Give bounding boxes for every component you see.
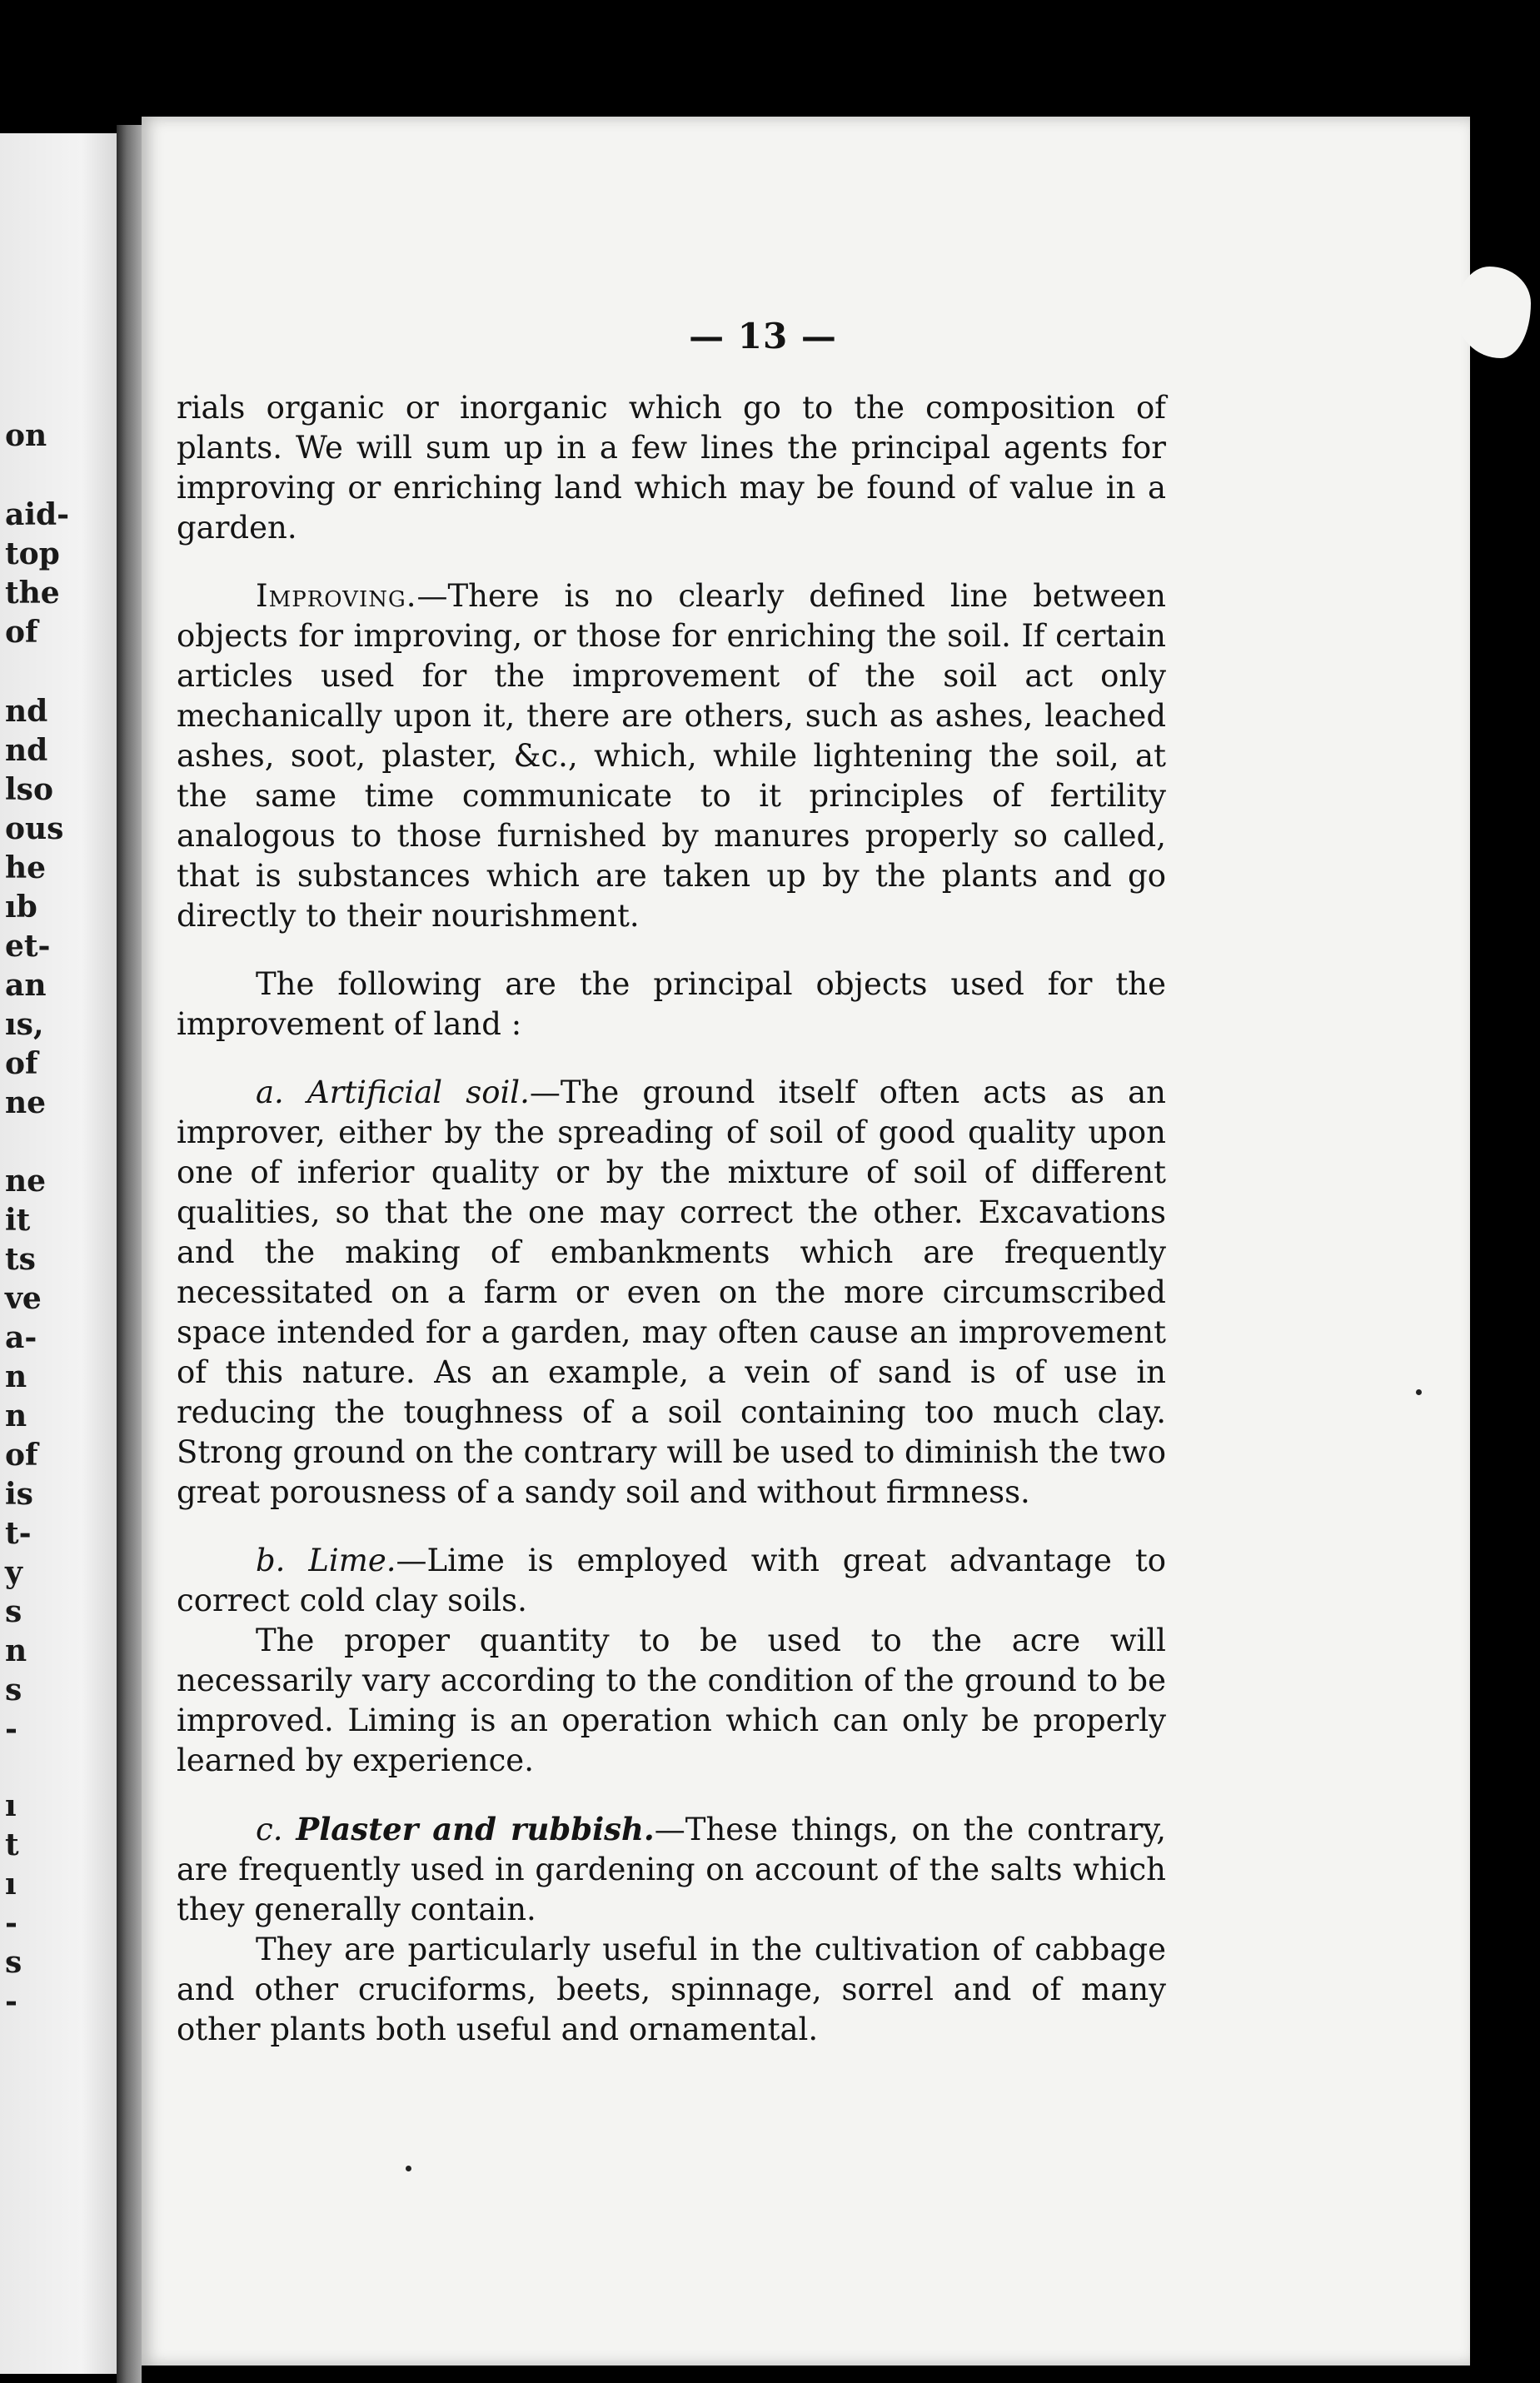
paragraph-intro: rials organic or inorganic which go to the composition of plants. We will sum up in a few lines the principal agents for improving or enriching land which may be found of value in a garden.	[177, 390, 1166, 546]
page-number: — 13 —	[689, 316, 837, 356]
paragraph-improving	[177, 576, 1166, 936]
paragraph-plaster	[177, 1809, 1166, 1930]
left-fragment: it	[5, 1203, 31, 1238]
left-fragment: of	[5, 1438, 38, 1473]
left-fragment: top	[5, 536, 60, 571]
paragraph-body: —These things, on the contrary, are frequently used in gardening on account of the salts which they generally contain.	[177, 1812, 1167, 1927]
left-fragment: is	[5, 1477, 33, 1512]
binding-gutter	[117, 125, 142, 2383]
left-fragment: s	[5, 1945, 22, 1980]
left-fragment: s	[5, 1594, 22, 1629]
left-fragment: y	[5, 1555, 22, 1590]
left-fragment: -	[5, 1984, 17, 2019]
paragraph-artificial-soil	[177, 1073, 1166, 1513]
left-fragment: ı	[5, 1788, 17, 1823]
left-fragment: the	[5, 576, 60, 611]
item-label: a.	[256, 1074, 284, 1110]
left-fragment: -	[5, 1906, 17, 1941]
left-fragment: a-	[5, 1320, 37, 1355]
ink-speck	[406, 2166, 411, 2171]
left-fragment: n	[5, 1398, 27, 1433]
left-fragment: nd	[5, 733, 48, 768]
left-fragment: ne	[5, 1164, 47, 1199]
left-fragment: ve	[5, 1281, 42, 1316]
paragraph-lime-quantity: The proper quantity to be used to the acre will necessarily vary according to the condition of the ground to be improved. Liming is an operation which can only be properly learned by experience.	[177, 1623, 1166, 1778]
left-fragment: s	[5, 1673, 22, 1707]
paragraph-plaster-uses: They are particularly useful in the cultivation of cabbage and other cruciforms, beets, spinnage, sorrel and of many other plants both useful and ornamental.	[177, 1932, 1166, 2047]
paragraph-lime	[177, 1541, 1166, 1621]
section-heading: Improving.	[256, 578, 417, 614]
left-fragment: ıb	[5, 890, 37, 925]
left-fragment: n	[5, 1633, 27, 1668]
left-fragment: an	[5, 968, 47, 1003]
previous-page-edge	[0, 133, 117, 2374]
left-fragment: -	[5, 1712, 17, 1747]
left-fragment: he	[5, 850, 47, 885]
item-label: c.	[256, 1812, 283, 1847]
ink-speck	[1416, 1389, 1422, 1395]
page-right-edge	[1470, 117, 1540, 2383]
page-text	[177, 317, 1166, 2078]
item-heading: Artificial soil.	[307, 1074, 530, 1110]
item-heading: Lime.	[308, 1543, 396, 1578]
paragraph-principal-objects: The following are the principal objects used for the improvement of land :	[177, 966, 1166, 1042]
left-fragment: t	[5, 1827, 19, 1862]
left-fragment: on	[5, 418, 47, 453]
left-fragment: n	[5, 1359, 27, 1394]
left-fragment: ts	[5, 1242, 36, 1277]
left-fragment: aid-	[5, 497, 70, 532]
paragraph-body: —The ground itself often acts as an improver, either by the spreading of soil of good quality upon one of inferior quality or by the mixture of soil of different qualities, so that the one may correct the other. Excavations and the making of embankments which are frequently necessitated on a farm or even on the more circumscribed space intended for a garden, may often cause an improvement of this nature. As an example, a vein of sand is of use in reducing the toughness of a soil containing too much clay. Strong ground on the contrary will be used to diminish the two great porousness of a sandy soil and without firmness.	[177, 1074, 1166, 1510]
paragraph-body: —There is no clearly defined line between objects for improving, or those for enriching the soil. If certain articles used for the improvement of the soil act only mechanically upon it, there are others, such as ashes, leached ashes, soot, plaster, &c., which, while lightening the soil, at the same time communicate to it principles of fertility analogous to those furnished by manures properly so called, that is substances which are taken up by the plants and go directly to their nourishment.	[177, 578, 1166, 934]
left-fragment: ıs,	[5, 1007, 44, 1042]
left-fragment: of	[5, 1046, 38, 1081]
item-heading: Plaster and rubbish.	[296, 1811, 655, 1847]
left-fragment: et-	[5, 929, 51, 964]
left-fragment: lso	[5, 772, 53, 807]
left-fragment: t-	[5, 1516, 32, 1551]
left-fragment: nd	[5, 694, 48, 729]
left-fragment: ne	[5, 1085, 47, 1120]
paragraph-body: —Lime is employed with great advantage to correct cold clay soils.	[177, 1543, 1166, 1618]
left-fragment: ı	[5, 1867, 17, 1902]
item-label: b.	[256, 1543, 286, 1578]
left-fragment: ous	[5, 811, 64, 846]
left-fragment: of	[5, 615, 38, 650]
